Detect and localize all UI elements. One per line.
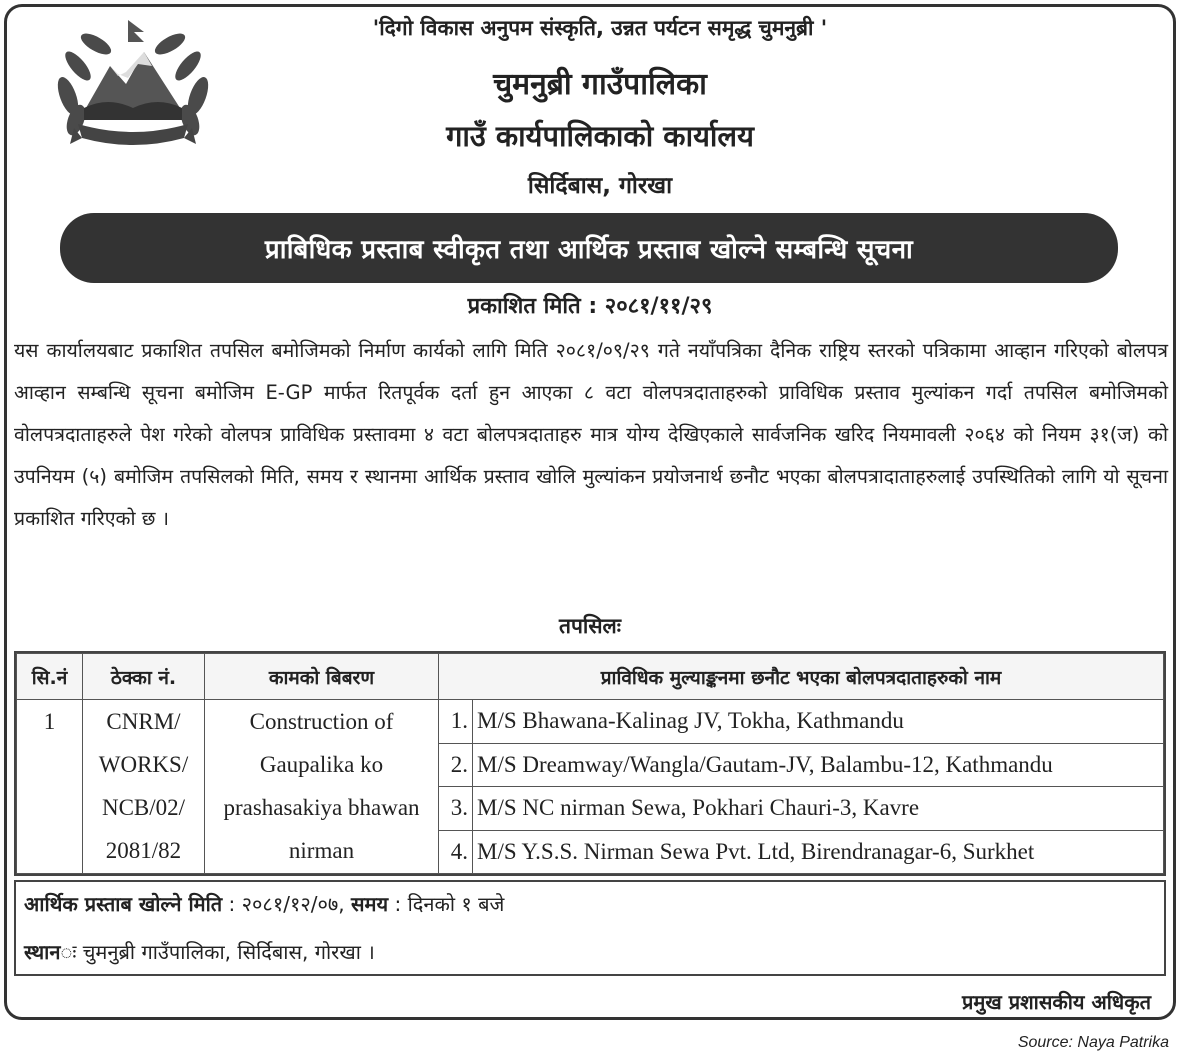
contract-line: WORKS/ bbox=[98, 752, 189, 777]
header-contract-no: ठेक्का नं. bbox=[83, 654, 205, 700]
work-line: Gaupalika ko bbox=[259, 752, 384, 777]
opening-date-value: : २०८१/१२/०७, bbox=[228, 892, 345, 916]
opening-time-value: : दिनको १ बजे bbox=[394, 892, 505, 916]
tapasil-heading: तपसिलः bbox=[558, 614, 621, 638]
municipality-name: चुमनुब्री गाउँपालिका bbox=[493, 67, 707, 102]
bidder-number: 2. bbox=[439, 743, 473, 787]
work-line: nirman bbox=[288, 838, 355, 863]
opening-date-label: आर्थिक प्रस्ताब खोल्ने मिति bbox=[24, 892, 223, 916]
bidder-table bbox=[14, 651, 1166, 876]
bidder-number: 3. bbox=[439, 787, 473, 831]
published-date bbox=[300, 290, 880, 320]
opening-place-label: स्थान bbox=[24, 940, 61, 964]
bidder-number: 1. bbox=[439, 700, 473, 744]
opening-time-label: समय bbox=[351, 892, 389, 916]
notice-title: प्राबिधिक प्रस्ताब स्वीकृत तथा आर्थिक प्रस्ताब खोल्ने सम्बन्धि सूचना bbox=[60, 213, 1118, 283]
opening-place-value: ः चुमनुब्री गाउँपालिका, सिर्दिबास, गोरखा । bbox=[60, 940, 375, 964]
slogan: 'दिगो विकास अनुपम संस्कृति, उन्नत पर्यटन समृद्ध चुमनुब्री ' bbox=[372, 16, 828, 40]
contract-line: 2081/82 bbox=[105, 838, 182, 863]
source-credit: Source: Naya Patrika bbox=[1017, 1034, 1169, 1051]
opening-date-line bbox=[24, 890, 504, 917]
work-line: Construction of bbox=[249, 709, 394, 734]
office-name: गाउँ कार्यपालिकाको कार्यालय bbox=[446, 119, 754, 153]
cell-sn: 1 bbox=[17, 700, 83, 874]
bidder-name: M/S Dreamway/Wangla/Gautam-JV, Balambu-12, Kathmandu bbox=[473, 743, 1164, 787]
published-date-label: प्रकाशित मिति : bbox=[467, 294, 598, 319]
bidder-number: 4. bbox=[439, 830, 473, 874]
notice-body: यस कार्यालयबाट प्रकाशित तपसिल बमोजिमको निर्माण कार्यको लागि मिति २०८१/०९/२९ गते नयाँपत्रिका दैनिक राष्ट्रिय स्तरको पत्रिकामा आव्हान गरिएको बोलपत्र आव्हान सम्बन्धि सूचना बमोजिम E-GP मार्फत रितपूर्वक दर्ता हुन आएका ८ वटा वोलपत्रदाताहरुको प्राविधिक प्रस्ताव मुल्यांकन गर्दा तपसिल बमोजिमको वोलपत्रदाताहरुले पेश गरेको वोलपत्र प्राविधिक प्रस्तावमा ४ वटा बोलपत्रदाताहरु मात्र योग्य देखिएकाले सार्वजनिक खरिद नियमावली २०६४ को नियम ३१(ज) को उपनियम (५) बमोजिम तपसिलको मिति, समय र स्थानमा आर्थिक प्रस्ताव खोलि मुल्यांकन प्रयोजनार्थ छनौट भएका बोलपत्रादाताहरुलाई उपस्थितिको लागि यो सूचना प्रकाशित गरिएको छ । bbox=[14, 339, 1168, 530]
contract-line: NCB/02/ bbox=[101, 795, 186, 820]
header-work-description: कामको बिबरण bbox=[205, 654, 439, 700]
header-sn: सि.नं bbox=[17, 654, 83, 700]
bidder-name: M/S Bhawana-Kalinag JV, Tokha, Kathmandu bbox=[473, 700, 1164, 744]
bidder-name: M/S Y.S.S. Nirman Sewa Pvt. Ltd, Birendranagar-6, Surkhet bbox=[473, 830, 1164, 874]
published-date-value: २०८१/११/२९ bbox=[604, 294, 713, 319]
opening-details bbox=[14, 880, 1166, 976]
contract-line: CNRM/ bbox=[106, 709, 181, 734]
signatory-title: प्रमुख प्रशासकीय अधिकृत bbox=[962, 990, 1151, 1014]
work-line: prashasakiya bhawan bbox=[223, 795, 420, 820]
cell-contract-no bbox=[83, 700, 205, 874]
cell-work-description bbox=[205, 700, 439, 874]
opening-place-line bbox=[24, 938, 375, 965]
nepal-emblem-icon bbox=[48, 16, 218, 156]
table-row bbox=[17, 700, 1164, 744]
bidder-name: M/S NC nirman Sewa, Pokhari Chauri-3, Kavre bbox=[473, 787, 1164, 831]
header-bidders: प्राविधिक मुल्याङ्कनमा छनौट भएका बोलपत्रदाताहरुको नाम bbox=[439, 654, 1164, 700]
office-address: सिर्दिबास, गोरखा bbox=[527, 173, 673, 199]
